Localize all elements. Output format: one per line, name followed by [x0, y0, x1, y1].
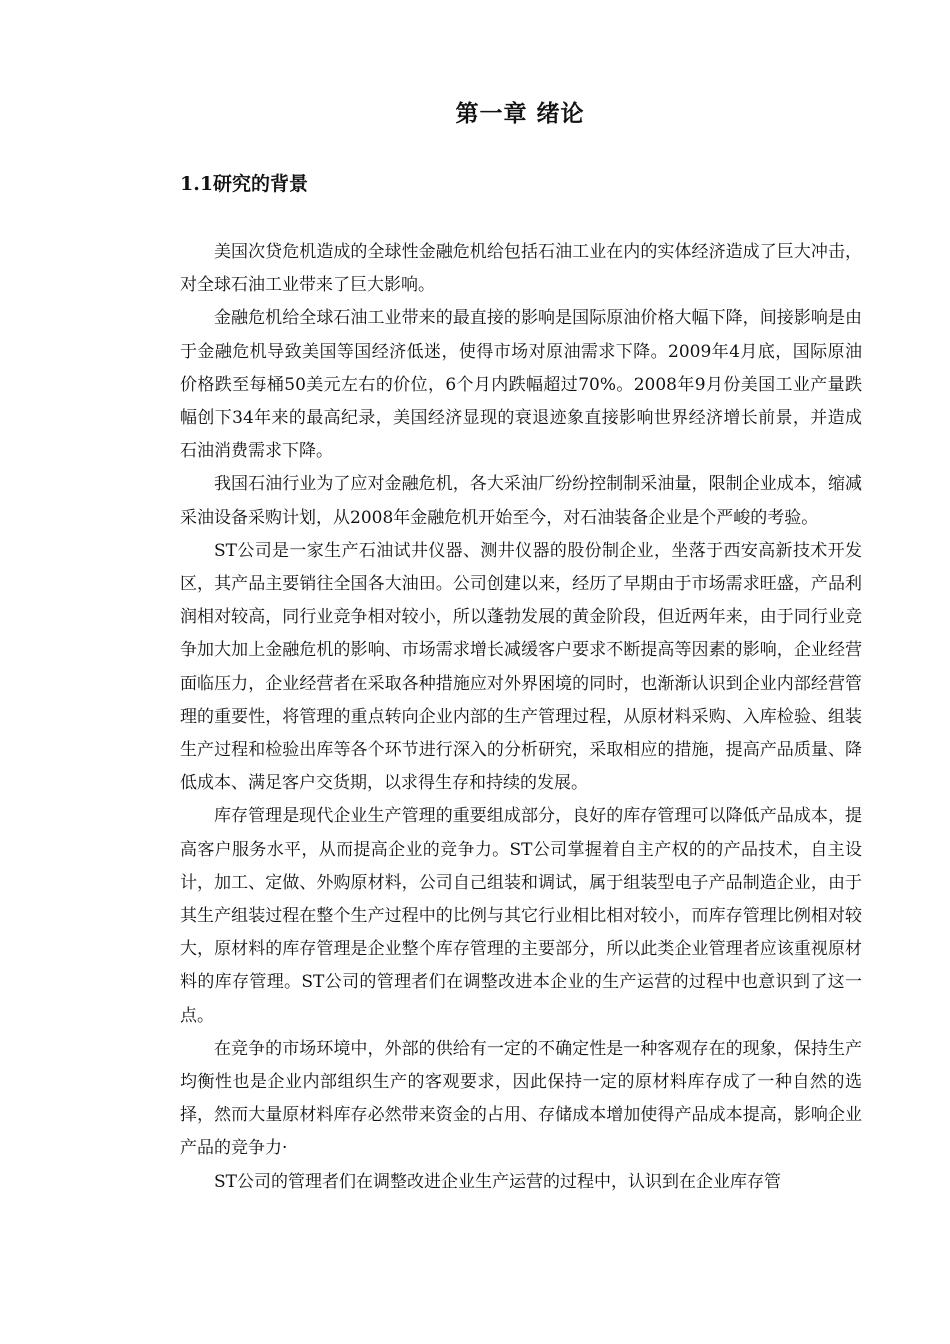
chapter-title: 第一章 绪论 — [455, 100, 585, 127]
section-title: 1.1研究的背景 — [180, 173, 309, 195]
paragraph: 金融危机给全球石油工业带来的最直接的影响是国际原油价格大幅下降，间接影响是由于金融危机导致美国等国经济低迷，使得市场对原油需求下降。2009年4月底，国际原油价格跌至每桶50美元左右的价位，6个月内跌幅超过70%。2008年9月份美国工业产量跌幅创下34年来的最高纪录，美国经济显现的衰退迹象直接影响世界经济增长前景，并造成石油消费需求下降。 — [180, 308, 862, 462]
paragraph: 在竞争的市场环境中，外部的供给有一定的不确定性是一种客观存在的现象，保持生产均衡性也是企业内部组织生产的客观要求，因此保持一定的原材料库存成了一种自然的选择，然而大量原材料库存必然带来资金的占用、存储成本增加使得产品成本提高，影响企业产品的竞争力· — [180, 1038, 862, 1159]
paragraph: ST公司是一家生产石油试井仪器、测井仪器的股份制企业，坐落于西安高新技术开发区，其产品主要销往全国各大油田。公司创建以来，经历了早期由于市场需求旺盛，产品利润相对较高，同行业竞争相对较小，所以蓬勃发展的黄金阶段，但近两年来，由于同行业竞争加大加上金融危机的影响、市场需求增长减缓客户要求不断提高等因素的影响，企业经营面临压力，企业经营者在采取各种措施应对外界困境的同时，也渐渐认识到企业内部经营管理的重要性，将管理的重点转向企业内部的生产管理过程，从原材料采购、入库检验、组装生产过程和检验出库等各个环节进行深入的分析研究，采取相应的措施，提高产品质量、降低成本、满足客户交货期，以求得生存和持续的发展。 — [180, 540, 862, 794]
paragraph: 美国次贷危机造成的全球性金融危机给包括石油工业在内的实体经济造成了巨大冲击，对全球石油工业带来了巨大影响。 — [180, 242, 862, 296]
paragraph: 库存管理是现代企业生产管理的重要组成部分，良好的库存管理可以降低产品成本，提高客户服务水平，从而提高企业的竞争力。ST公司掌握着自主产权的的产品技术，自主设计，加工、定做、外购原材料，公司自己组装和调试，属于组装型电子产品制造企业，由于其生产组装过程在整个生产过程中的比例与其它行业相比相对较小，而库存管理比例相对较大，原材料的库存管理是企业整个库存管理的主要部分，所以此类企业管理者应该重视原材料的库存管理。ST公司的管理者们在调整改进本企业的生产运营的过程中也意识到了这一点。 — [180, 806, 862, 1026]
body-text — [180, 236, 862, 1199]
paragraph: 我国石油行业为了应对金融危机，各大采油厂纷纷控制制采油量，限制企业成本，缩减采油设备采购计划，从2008年金融危机开始至今，对石油装备企业是个严峻的考验。 — [180, 474, 862, 528]
paragraph: ST公司的管理者们在调整改进企业生产运营的过程中，认识到在企业库存管 — [214, 1171, 781, 1192]
